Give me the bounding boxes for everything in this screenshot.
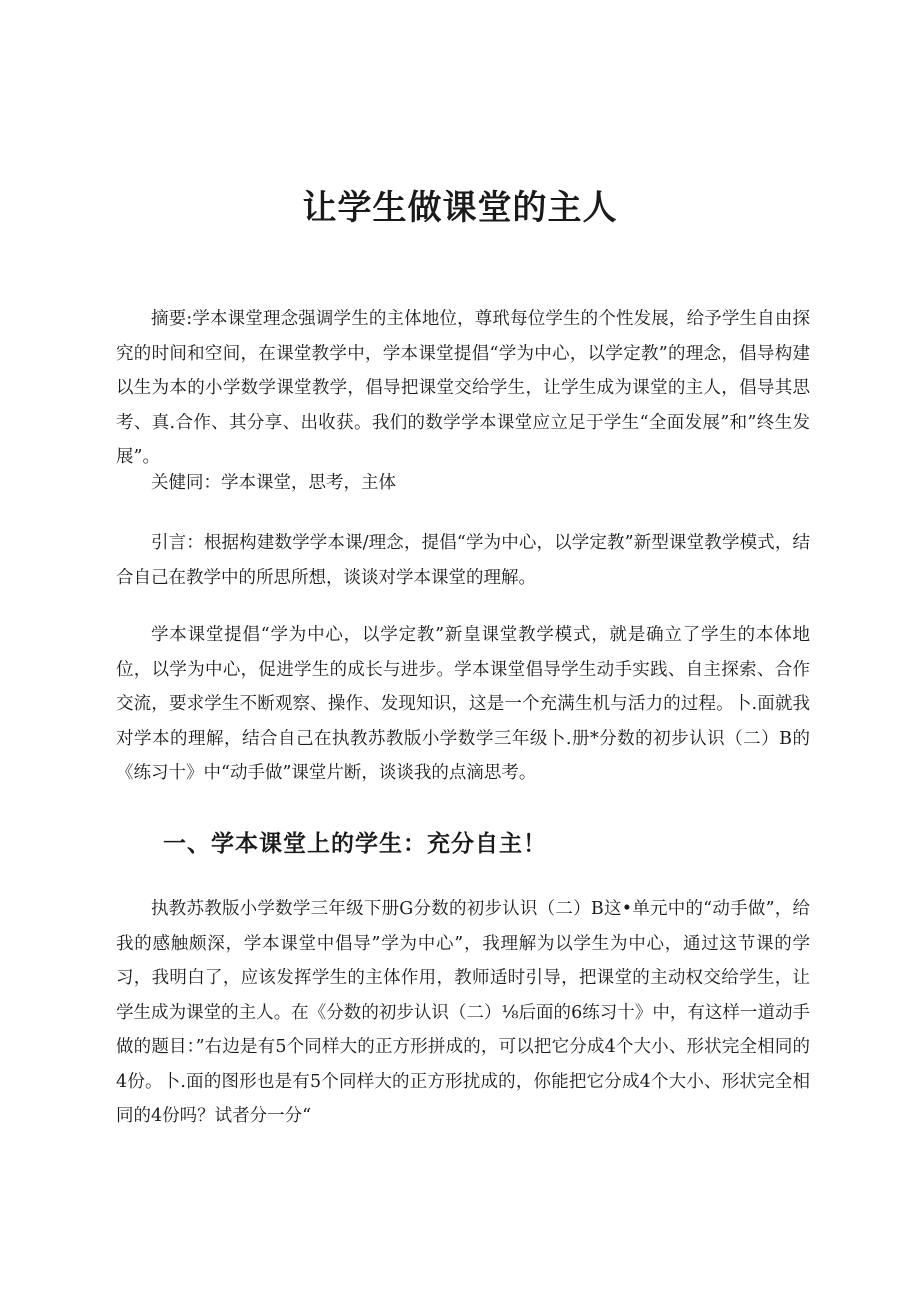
section-heading: 一、学本课堂上的学生：充分自主！ [163,830,547,857]
main-paragraph: 学本课堂提倡“学为中心，以学定教”新皇课堂教学模式，就是确立了学生的本体地位，以学为中心，促进学生的成长与进步。学本课堂倡导学生动手实践、自主探索、合作交流，要求学生不断观察、操作、发现知识，这是一个充满生机与活力的过程。卜.面就我对学本的理解，结合自己在执教苏教版小学数学三年级卜.册*分数的初步认识（二）B的《练习十》中“动手做”课堂片断，谈谈我的点滴思考。 [116,625,810,783]
section-paragraph: 执教苏教版小学数学三年级下册G分数的初步认识（二）B这•单元中的“动手做”，给我的感触颇深，学本课堂中倡导”学为中心”，我理解为以学生为中心，通过这节课的学习，我明白了，应该发挥学生的主体作用，教师适时引导，把课堂的主动权交给学生，让学生成为课堂的主人。在《分数的初步认识（二）⅛后面的6练习十》中，有这样一道动手做的题目：”右边是有5个同样大的正方形拼成的，可以把它分成4个大小、形状完全相同的4份。卜.面的图形也是有5个同样大的正方形扰成的，你能把它分成4个大小、形状完全相同的4份吗？试者分一分“ [116,899,810,1126]
abstract-paragraph: 摘要:学本课堂理念强调学生的主体地位，尊玳每位学生的个性发展，给予学生自由探究的时间和空间，在课堂教学中，学本课堂提倡“学为中心，以学定教”的理念，倡导构建以生为本的小学数学课堂教学，倡导把课堂交给学生，让学生成为课堂的主人，倡导其思考、真.合作、其分享、出收获。我们的数学学本课堂应立足于学生“全面发展”和”终生发展”。 [116,309,810,467]
intro-paragraph: 引言：根据构建数学学本课/理念，提倡“学为中心，以学定教”新型课堂教学模式，结合自己在教学中的所思所想，谈谈对学本课堂的理解。 [116,533,810,588]
keywords-paragraph: 关健同：学本课堂，思考，主体 [151,473,396,493]
document-title: 让学生做课堂的主人 [302,187,618,228]
